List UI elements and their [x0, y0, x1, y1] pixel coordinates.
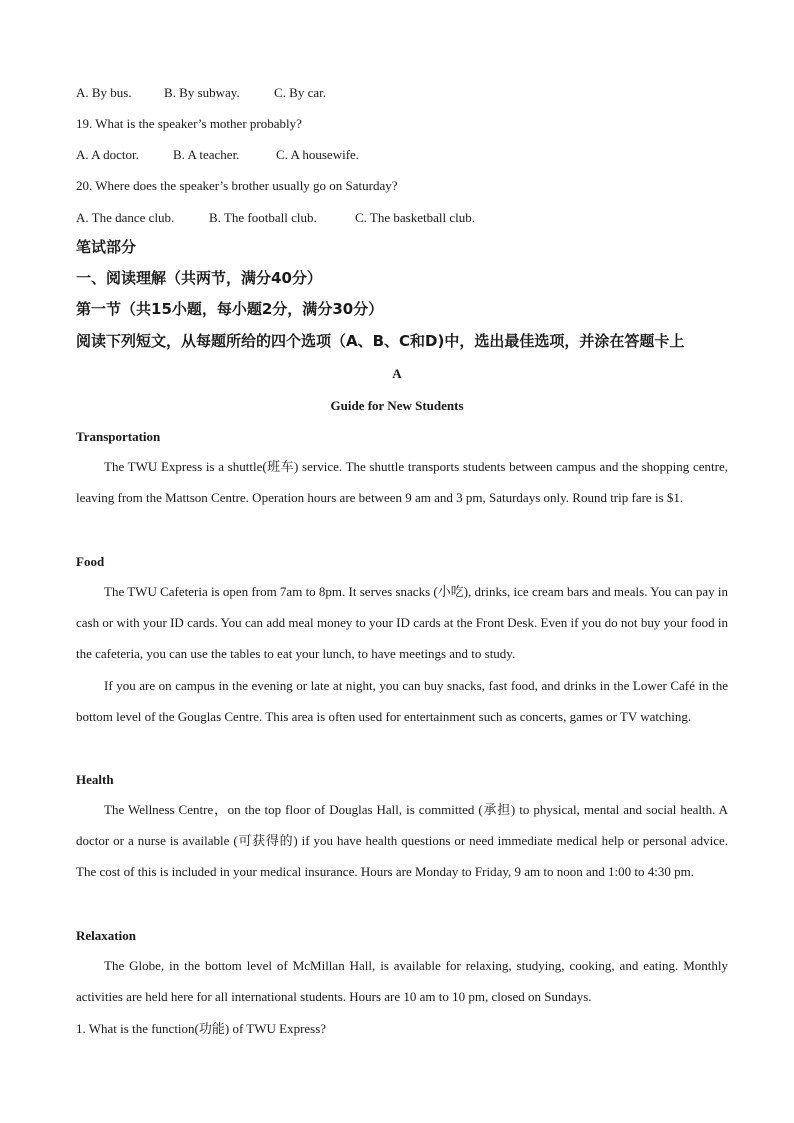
- q20-option-c: C. The basketball club.: [355, 210, 475, 225]
- q18-option-a: A. By bus.: [76, 85, 132, 100]
- food-paragraph-2: [76, 670, 728, 732]
- passage-letter: A: [392, 366, 402, 381]
- q20-option-a: A. The dance club.: [76, 210, 175, 225]
- q18-options: [76, 85, 326, 101]
- section1-title: 第一节（共15小题，每小题2分，满分30分）: [76, 300, 384, 318]
- q19-option-a: A. A doctor.: [76, 147, 139, 162]
- transportation-heading: Transportation: [76, 429, 161, 444]
- relaxation-heading: Relaxation: [76, 928, 136, 943]
- passage-title: Guide for New Students: [330, 398, 464, 413]
- q19-option-c: C. A housewife.: [276, 147, 360, 162]
- part1-title: 一、阅读理解（共两节，满分40分）: [76, 269, 322, 287]
- q20-question: 20. Where does the speaker’s brother usually go on Saturday?: [76, 178, 398, 193]
- transportation-text: The TWU Express is a shuttle(班车) service. The shuttle transports students between campus and the shopping centre, leaving from the Mattson Centre. Operation hours are between 9 am and 3 pm, Saturdays only. Round trip fare is $1.: [76, 459, 728, 506]
- q18-option-b: B. By subway.: [164, 85, 240, 100]
- q19-question: 19. What is the speaker’s mother probably?: [76, 116, 302, 131]
- food-text-1: The TWU Cafeteria is open from 7am to 8pm. It serves snacks (小吃), drinks, ice cream bars and meals. You can pay in cash or with your ID cards. You can add meal money to your ID cards at the Front Desk. Even if you do not buy your food in the cafeteria, you can use the tables to eat your lunch, to have meetings and to study.: [76, 584, 728, 662]
- q1-question: 1. What is the function(功能) of TWU Express?: [76, 1021, 327, 1036]
- food-heading: Food: [76, 554, 105, 569]
- health-text: The Wellness Centre，on the top floor of Douglas Hall, is committed (承担) to physical, mental and social health. A doctor or a nurse is available (可获得的) if you have health questions or need immediate medical help or personal advice. The cost of this is included in your medical insurance. Hours are Monday to Friday, 9 am to noon and 1:00 to 4:30 pm.: [76, 802, 728, 880]
- q20-option-b: B. The football club.: [209, 210, 317, 225]
- health-paragraph: [76, 794, 728, 888]
- instruction-text: 阅读下列短文，从每题所给的四个选项（A、B、C和D)中，选出最佳选项，并涂在答题卡上: [76, 332, 685, 350]
- q19-options: [76, 147, 359, 163]
- food-text-2: If you are on campus in the evening or late at night, you can buy snacks, fast food, and drinks in the Lower Café in the bottom level of the Gouglas Centre. This area is often used for entertainment such as concerts, games or TV watching.: [76, 678, 728, 725]
- food-paragraph-1: [76, 576, 728, 670]
- q18-option-c: C. By car.: [274, 85, 326, 100]
- relaxation-paragraph: [76, 950, 728, 1012]
- transportation-paragraph: [76, 451, 728, 513]
- section-written-heading: 笔试部分: [76, 238, 137, 256]
- q20-options: [76, 210, 475, 226]
- health-heading: Health: [76, 772, 114, 787]
- relaxation-text: The Globe, in the bottom level of McMillan Hall, is available for relaxing, studying, cooking, and eating. Monthly activities are held here for all international students. Hours are 10 am to 10 pm, closed on Sundays.: [76, 958, 728, 1005]
- q19-option-b: B. A teacher.: [173, 147, 240, 162]
